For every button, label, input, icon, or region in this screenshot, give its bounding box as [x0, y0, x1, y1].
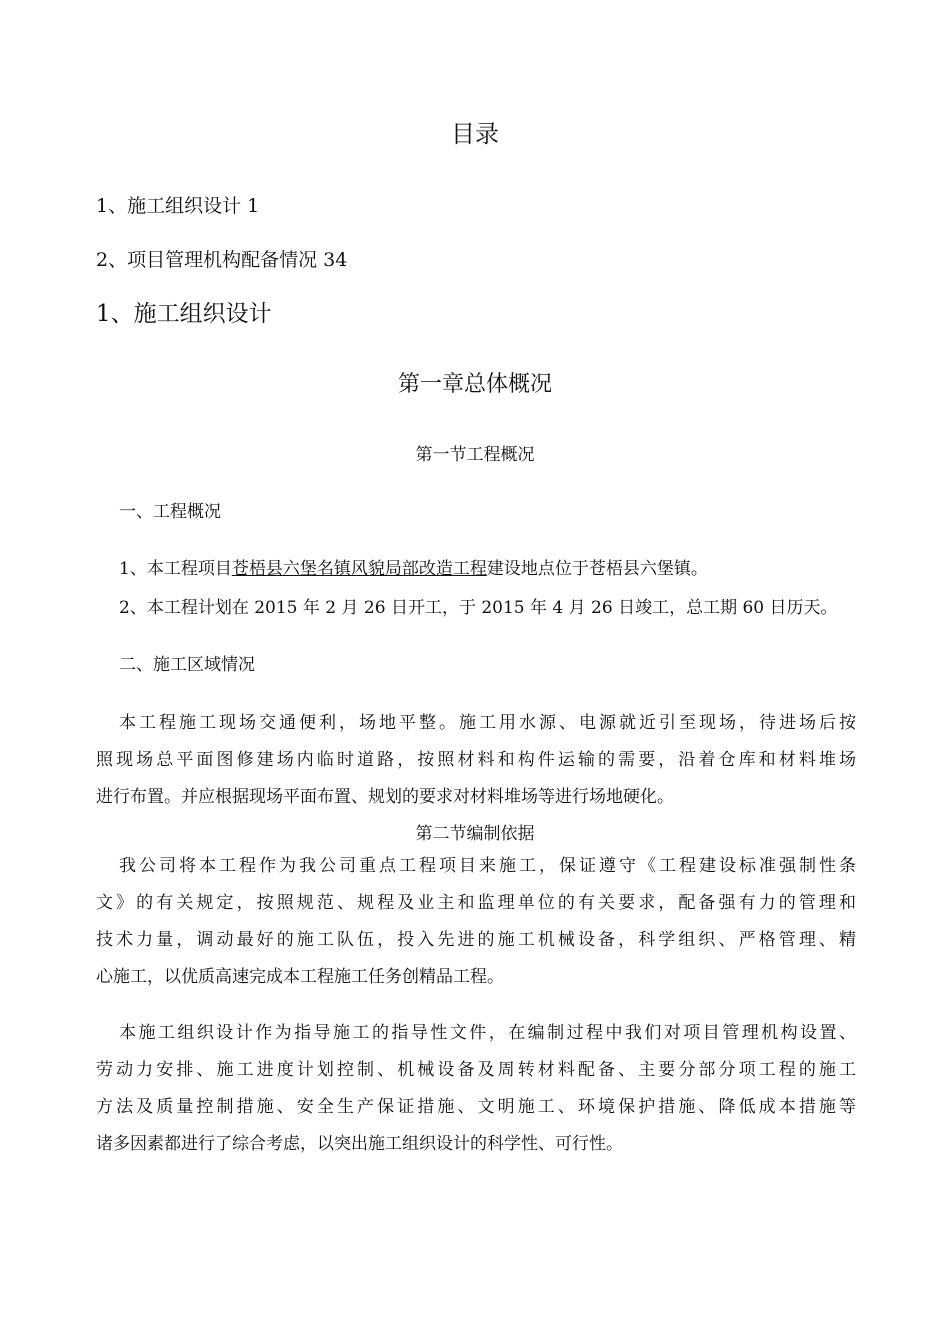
body-paragraph — [96, 705, 856, 816]
paragraph-line: 方法及质量控制措施、安全生产保证措施、文明施工、环境保护措施、降低成本措施等 — [96, 1097, 856, 1117]
paragraph-line: 文》的有关规定，按照规范、规程及业主和监理单位的有关要求，配备强有力的管理和 — [96, 893, 856, 913]
body-paragraph — [96, 848, 856, 996]
paragraph-line: 本施工组织设计作为指导施工的指导性文件，在编制过程中我们对项目管理机构设置、 — [119, 1023, 856, 1043]
section-title: 第二节编制依据 — [415, 824, 535, 844]
section-heading: 1、施工组织设计 — [96, 301, 272, 327]
toc-title: 目录 — [451, 120, 499, 148]
paragraph-line: 技术力量，调动最好的施工队伍，投入先进的施工机械设备，科学组织、严格管理、精 — [96, 930, 856, 950]
item-prefix: 1、本工程项目 — [119, 559, 232, 579]
section-title: 第一节工程概况 — [415, 445, 535, 465]
list-item — [119, 554, 708, 579]
toc-item[interactable]: 1、施工组织设计 1 — [96, 195, 260, 217]
body-paragraph — [96, 1015, 856, 1163]
list-item: 2、本工程计划在 2015 年 2 月 26 日开工，于 2015 年 4 月 26 日竣工，总工期 60 日历天。 — [119, 598, 838, 618]
paragraph-line: 诸多因素都进行了综合考虑，以突出施工组织设计的科学性、可行性。 — [96, 1134, 623, 1154]
paragraph-line: 我公司将本工程作为我公司重点工程项目来施工，保证遵守《工程建设标准强制性条 — [119, 856, 856, 876]
paragraph-line: 心施工，以优质高速完成本工程施工任务创精品工程。 — [96, 967, 504, 987]
item-suffix: 建设地点位于苍梧县六堡镇。 — [486, 559, 708, 579]
paragraph-line: 照现场总平面图修建场内临时道路，按照材料和构件运输的需要，沿着仓库和材料堆场 — [96, 750, 856, 770]
sub-heading: 二、施工区域情况 — [119, 655, 255, 675]
chapter-title: 第一章总体概况 — [397, 372, 552, 397]
project-name: 苍梧县六堡名镇风貌局部改造工程 — [231, 559, 487, 579]
paragraph-line: 劳动力安排、施工进度计划控制、机械设备及周转材料配备、主要分部分项工程的施工 — [96, 1060, 856, 1080]
paragraph-line: 本工程施工现场交通便利，场地平整。施工用水源、电源就近引至现场，待进场后按 — [119, 713, 856, 733]
paragraph-line: 进行布置。并应根据现场平面布置、规划的要求对材料堆场等进行场地硬化。 — [96, 787, 674, 807]
toc-item[interactable]: 2、项目管理机构配备情况 34 — [96, 249, 348, 271]
sub-heading: 一、工程概况 — [119, 502, 221, 522]
